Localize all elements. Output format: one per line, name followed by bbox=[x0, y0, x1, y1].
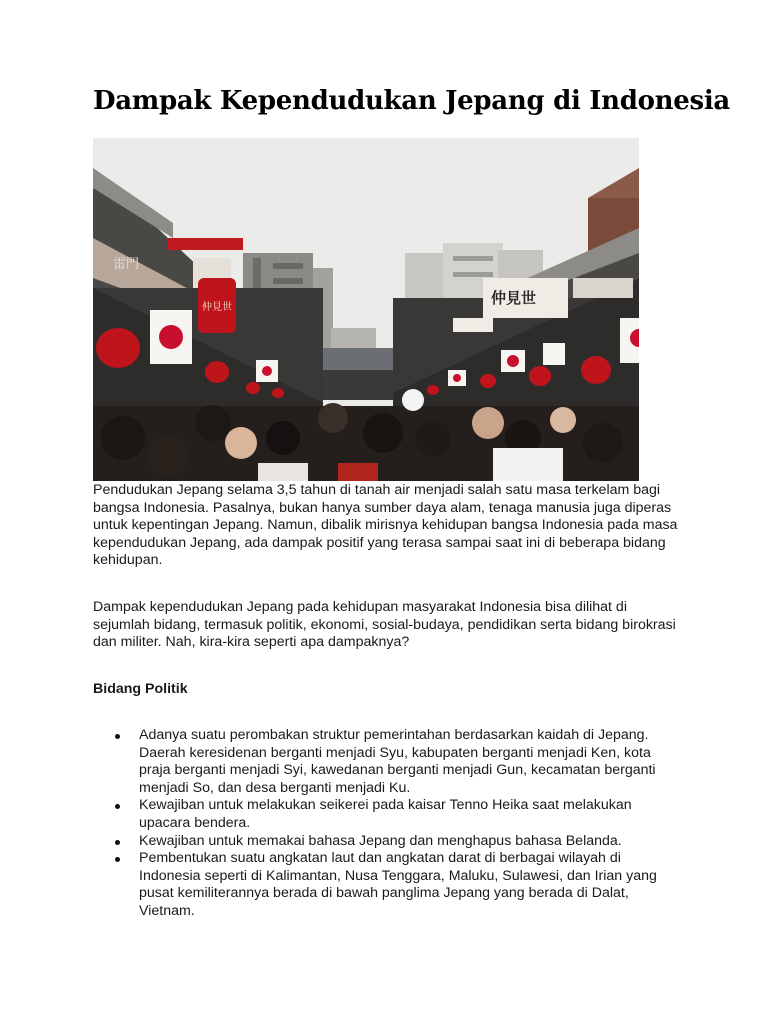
section-heading: Bidang Politik bbox=[93, 681, 188, 697]
street-photo bbox=[93, 138, 639, 481]
intro-paragraph: Pendudukan Jepang selama 3,5 tahun di tanah air menjadi salah satu masa terkelam bagi bangsa Indonesia. Pasalnya, bukan hanya sumber daya alam, tenaga manusia juga diperas untuk kepentingan Jepang. Namun, dibalik mirisnya kehidupan bangsa Indonesia pada masa kependudukan Jepang, ada dampak positif yang terasa sampai saat ini di beberapa bidang kehidupan. bbox=[93, 482, 678, 569]
lantern-text: 仲見世 bbox=[202, 302, 232, 313]
impact-paragraph: Dampak kependudukan Jepang pada kehidupan masyarakat Indonesia bisa dilihat di sejumlah bidang, termasuk politik, ekonomi, sosial-budaya, pendidikan serta bidang birokrasi dan militer. Nah, kira-kira seperti apa dampaknya? bbox=[93, 599, 676, 651]
list-item: Pembentukan suatu angkatan laut dan angkatan darat di berbagai wilayah di Indonesia seperti di Kalimantan, Nusa Tenggara, Maluku, Sulawesi, dan Irian yang pusat kemiliterannya berada di bawah panglima Jepang yang berada di Dalat, Vietnam. bbox=[139, 850, 684, 920]
list-item: Kewajiban untuk melakukan seikerei pada kaisar Tenno Heika saat melakukan upacara bendera. bbox=[139, 797, 684, 832]
politics-bullet-list bbox=[139, 727, 684, 921]
list-item: Adanya suatu perombakan struktur pemerintahan berdasarkan kaidah di Jepang. Daerah keresidenan berganti menjadi Syu, kabupaten berganti menjadi Ken, kota praja berganti menjadi Syi, kawedanan berganti menjadi Gun, kecamatan berganti menjadi So, dan desa berganti menjadi Ku. bbox=[139, 727, 684, 797]
sign-text-right: 仲見世 bbox=[491, 289, 537, 307]
list-item: Kewajiban untuk memakai bahasa Jepang dan menghapus bahasa Belanda. bbox=[139, 833, 684, 851]
street-scene-illustration bbox=[93, 138, 639, 481]
sign-text-left: 雷門 bbox=[113, 257, 140, 272]
page-title: Dampak Kependudukan Jepang di Indonesia bbox=[93, 86, 730, 116]
